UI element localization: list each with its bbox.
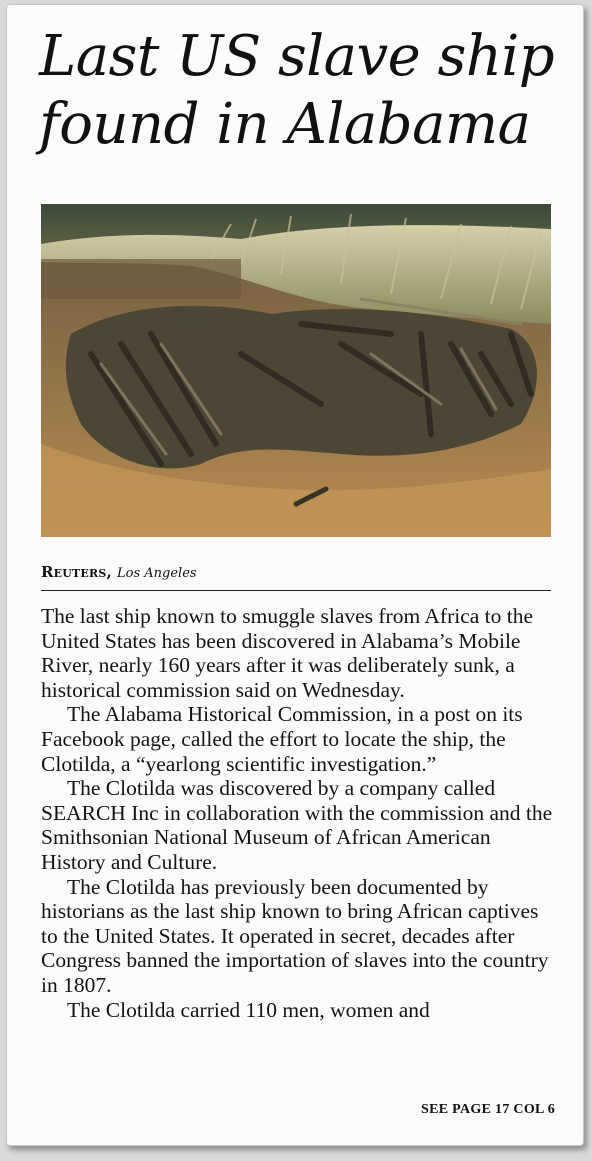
continued-jump-line: SEE PAGE 17 COL 6 xyxy=(421,1102,555,1117)
newspaper-clipping xyxy=(6,4,584,1146)
article-paragraph: The last ship known to smuggle slaves from Africa to the United States has been discovered in Alabama’s Mobile River, nearly 160 years after it was deliberately sunk, a historical commission said on Wednesday. xyxy=(41,604,534,702)
dateline-agency: Reuters, xyxy=(41,563,112,581)
shipwreck-photo-image xyxy=(41,204,551,537)
article-body xyxy=(41,604,553,1022)
dateline-city: Los Angeles xyxy=(117,566,197,581)
article-paragraph: The Clotilda carried 110 men, women and xyxy=(67,997,430,1022)
article-paragraph: The Alabama Historical Commission, in a post on its Facebook page, called the effort to locate the ship, the Clotilda, a “yearlong scientific investigation.” xyxy=(41,702,523,776)
shipwreck-photo xyxy=(41,204,551,537)
headline: Last US slave ship found in Alabama xyxy=(39,24,555,157)
article-paragraph: The Clotilda has previously been documented by historians as the last ship known to bring African captives to the United States. It operated in secret, decades after Congress banned the importation of slaves into the country in 1807. xyxy=(41,874,549,997)
article-paragraph: The Clotilda was discovered by a company called SEARCH Inc in collaboration with the commission and the Smithsonian National Museum of African American History and Culture. xyxy=(41,776,553,874)
dateline xyxy=(41,562,551,591)
